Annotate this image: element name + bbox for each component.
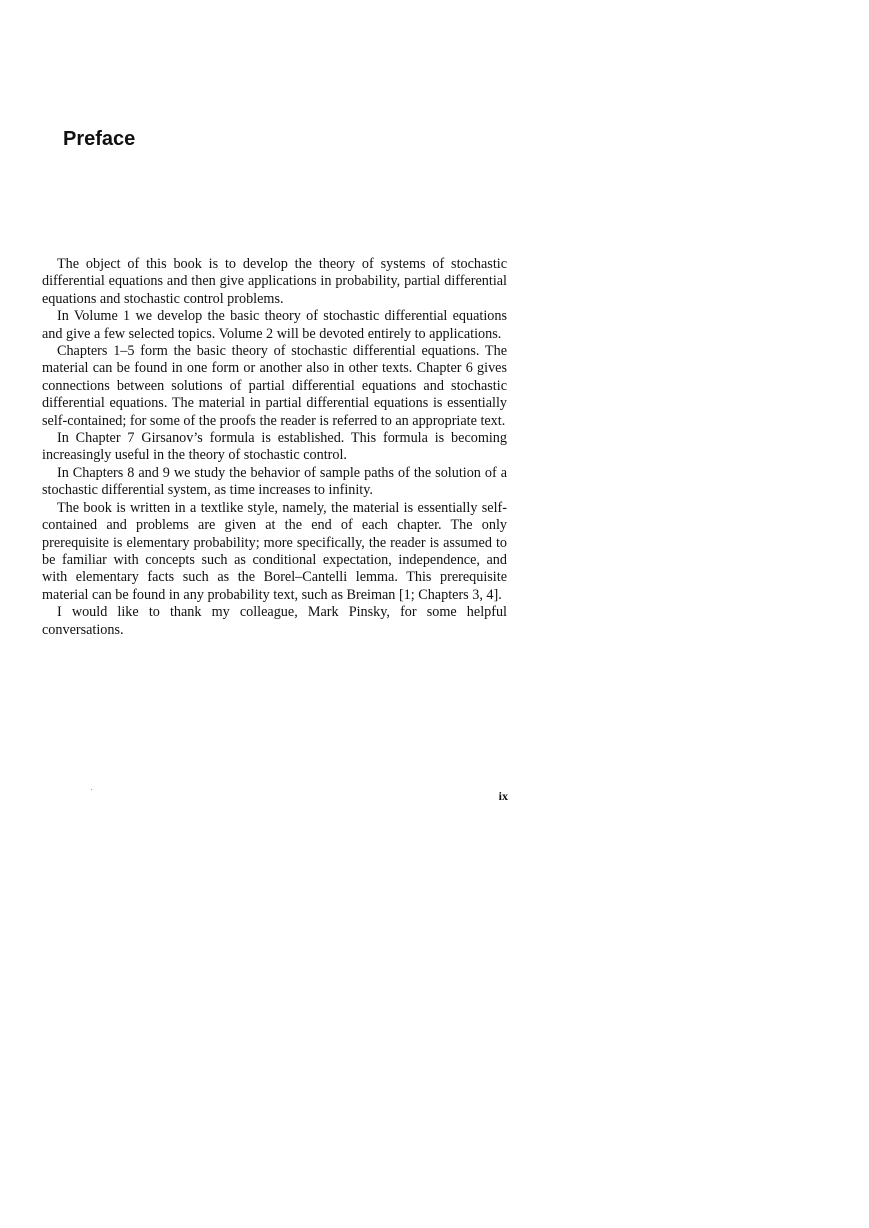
paragraph: In Volume 1 we develop the basic theory of stochastic differential equations and give a few selected topics. Volume 2 will be devoted entirely to applications. <box>42 308 507 342</box>
scan-speck <box>91 789 92 790</box>
paragraph: The book is written in a textlike style, namely, the material is essentially self-contained and problems are given at the end of each chapter. The only prerequisite is elementary probability; more specifically, the reader is assumed to be familiar with concepts such as conditional expectation, independence, and with elementary facts such as the Borel–Cantelli lemma. This prerequisite material can be found in any probability text, such as Breiman [1; Chapters 3, 4]. <box>42 499 507 603</box>
preface-body <box>42 256 507 639</box>
page-number: ix <box>498 789 508 803</box>
paragraph: The object of this book is to develop the theory of systems of stochastic differential equations and then give applications in probability, partial differential equations and stochastic control problems. <box>42 256 507 307</box>
page-title: Preface <box>63 128 136 150</box>
paragraph: In Chapter 7 Girsanov’s formula is established. This formula is becoming increasingly useful in the theory of stochastic control. <box>42 430 507 464</box>
paragraph: Chapters 1–5 form the basic theory of stochastic differential equations. The material can be found in one form or another also in other texts. Chapter 6 gives connections between solutions of partial differential equations and stochastic differential equations. The material in partial differential equations is essentially self-contained; for some of the proofs the reader is referred to an appropriate text. <box>42 343 507 429</box>
paragraph: In Chapters 8 and 9 we study the behavior of sample paths of the solution of a stochastic differential system, as time increases to infinity. <box>42 464 507 499</box>
paragraph: I would like to thank my colleague, Mark Pinsky, for some helpful conversations. <box>42 604 507 638</box>
